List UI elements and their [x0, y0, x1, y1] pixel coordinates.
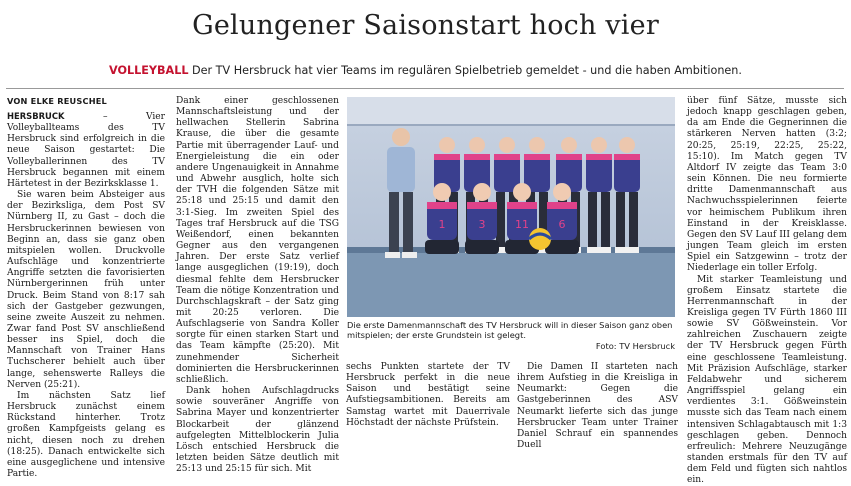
- paragraph: Die Damen II starteten nach ihrem Aufstieg in die Kreisliga in Neumarkt: Gegen die Gastgeberinnen des ASV Neumarkt lieferte sich das junge Hersbrucker Team unter Trainer Daniel Schrauf ein spannendes Duell: [517, 362, 678, 451]
- divider: [6, 88, 844, 89]
- paragraph: über fünf Sätze, musste sich jedoch knapp geschlagen geben, da am Ende die Gegnerinnen die stärkeren Nerven hatten (3:2; 20:25, 25:19, 22:25, 25:22, 15:10). Im Match gegen TV Altdorf IV zeigte das Team 3:0 sein Können. Die neu formierte dritte Damenmannschaft aus Nachwuchsspielerinnen feierte vor heimischem Publikum ihren Einstand in der Kreisklasse. Gegen den SV Lauf III gelang dem jungen Team gleich im ersten Spiel ein Satzgewinn – trotz der Niederlage ein toller Erfolg.: [687, 96, 847, 275]
- location: HERSBRUCK: [7, 111, 64, 121]
- paragraph-text: – Vier Volleyballteams des TV Hersbruck sind erfolgreich in die neue Saison gestartet: Die Volleyballerinnen des TV Hersbruck begannen mit einem Härtetest in der Bezirksklasse 1.: [7, 112, 165, 189]
- paragraph: Dank einer geschlossenen Mannschaftsleistung und der hellwachen Stellerin Sabrina Krause, die über die gesamte Partie mit überragender Lauf- und Energieleistung die ein oder andere Ungenauigkeit in Annahme und Abwehr ausglich, holte sich der TVH die folgenden Sätze mit 25:18 und 25:15 und damit den 3:1-Sieg. Im zweiten Spiel des Tages traf Hersbruck auf die TSG Weißendorf, einen bekannten Gegner aus den vergangenen Jahren. Der erste Satz verlief lange ausgeglichen (19:19), doch diesmal fehlte dem Hersbrucker Team die nötige Konzentration und Durchschlagskraft – der Satz ging mit 20:25 verloren. Die Aufschlagserie von Sandra Koller sorgte für einen starken Start und das Team kämpfte (25:20). Mit zunehmender Sicherheit dominierten die Hersbruckerinnen schließlich.: [176, 96, 339, 386]
- paragraph: sechs Punkten startete der TV Hersbruck perfekt in die neue Saison und bestätigt seine Aufstiegsambitionen. Bereits am Samstag wartet mit Dauerrivale Höchstadt der nächste Prüfstein.: [346, 362, 510, 429]
- jersey-number: 11: [515, 218, 529, 231]
- team-photo: [347, 97, 675, 317]
- caption-text: Die erste Damenmannschaft des TV Hersbruck will in dieser Saison ganz oben mitspielen; der erste Grundstein ist gelegt.: [347, 320, 672, 340]
- paragraph: Dank hohen Aufschlagdrucks sowie souveräner Angriffe von Sabrina Mayer und konzentrierter Blockarbeit der glänzend aufgelegten Mittelblockerin Julia Lösch entschied Hersbruck die letzten beiden Sätze deutlich mit 25:13 und 25:15 für sich. Mit: [176, 386, 339, 475]
- jersey-number: 1: [439, 218, 446, 231]
- column-4: [517, 362, 678, 437]
- headline: Gelungener Saisonstart hoch vier: [0, 10, 851, 41]
- paragraph: Im nächsten Satz lief Hersbruck zunächst einem Rückstand hinterher. Trotz großen Kampfgeists gelang es nicht, diesen noch zu drehen (18:25). Danach entwickelte sich eine ausgeglichene und intensive Partie.: [7, 391, 165, 480]
- paragraph: Mit starker Teamleistung und großem Einsatz startete die Herrenmannschaft in der Kreisliga gegen TV Fürth 1860 III sowie SV Gößweinstein. Vor zahlreichen Zuschauern zeigte der TV Hersbruck gegen Fürth eine geschlossene Teamleistung. Mit Präzision Aufschläge, starker Feldabwehr und sicherem Angriffsspiel gelang ein verdientes 3:1. Gößweinstein musste sich das Team nach einem intensiven Schlagabtausch mit 1:3 geschlagen geben. Dennoch erfreulich: Mehrere Neuzugänge standen erstmals für den TV auf dem Feld und fügten sich nahtlos ein.: [687, 275, 847, 486]
- photo-credit: Foto: TV Hersbruck: [347, 341, 675, 351]
- subline-text: Der TV Hersbruck hat vier Teams im regulären Spielbetrieb gemeldet - und die haben Ambitionen.: [188, 64, 742, 77]
- jersey-number: 3: [479, 218, 486, 231]
- column-5: [687, 96, 847, 437]
- photo-caption: [347, 320, 675, 351]
- column-1: [7, 111, 165, 437]
- kicker: VOLLEYBALL: [109, 64, 188, 77]
- jersey-number: 6: [559, 218, 566, 231]
- column-3: [346, 362, 510, 437]
- volleyball-icon: [529, 228, 551, 250]
- byline: VON ELKE REUSCHEL: [7, 96, 107, 106]
- column-2: [176, 96, 339, 437]
- subline: [0, 64, 851, 77]
- paragraph: Sie waren beim Absteiger aus der Bezirksliga, dem Post SV Nürnberg II, zu Gast – doch die Hersbruckerinnen bewiesen von Beginn an, dass sie ganz oben mitspielen wollen. Druckvolle Aufschläge und konzentrierte Angriffe setzten die favorisierten Nürnbergerinnen früh unter Druck. Beim Stand von 8:17 sah sich der Gastgeber gezwungen, seine zweite Auszeit zu nehmen. Zwar fand Post SV anschließend besser ins Spiel, doch die Mannschaft von Trainer Hans Tuchscherer behielt auch über lange, sehenswerte Ralleys die Nerven (25:21).: [7, 190, 165, 391]
- team-photo-image: [347, 97, 675, 317]
- paragraph: [7, 111, 165, 190]
- players: [425, 137, 640, 254]
